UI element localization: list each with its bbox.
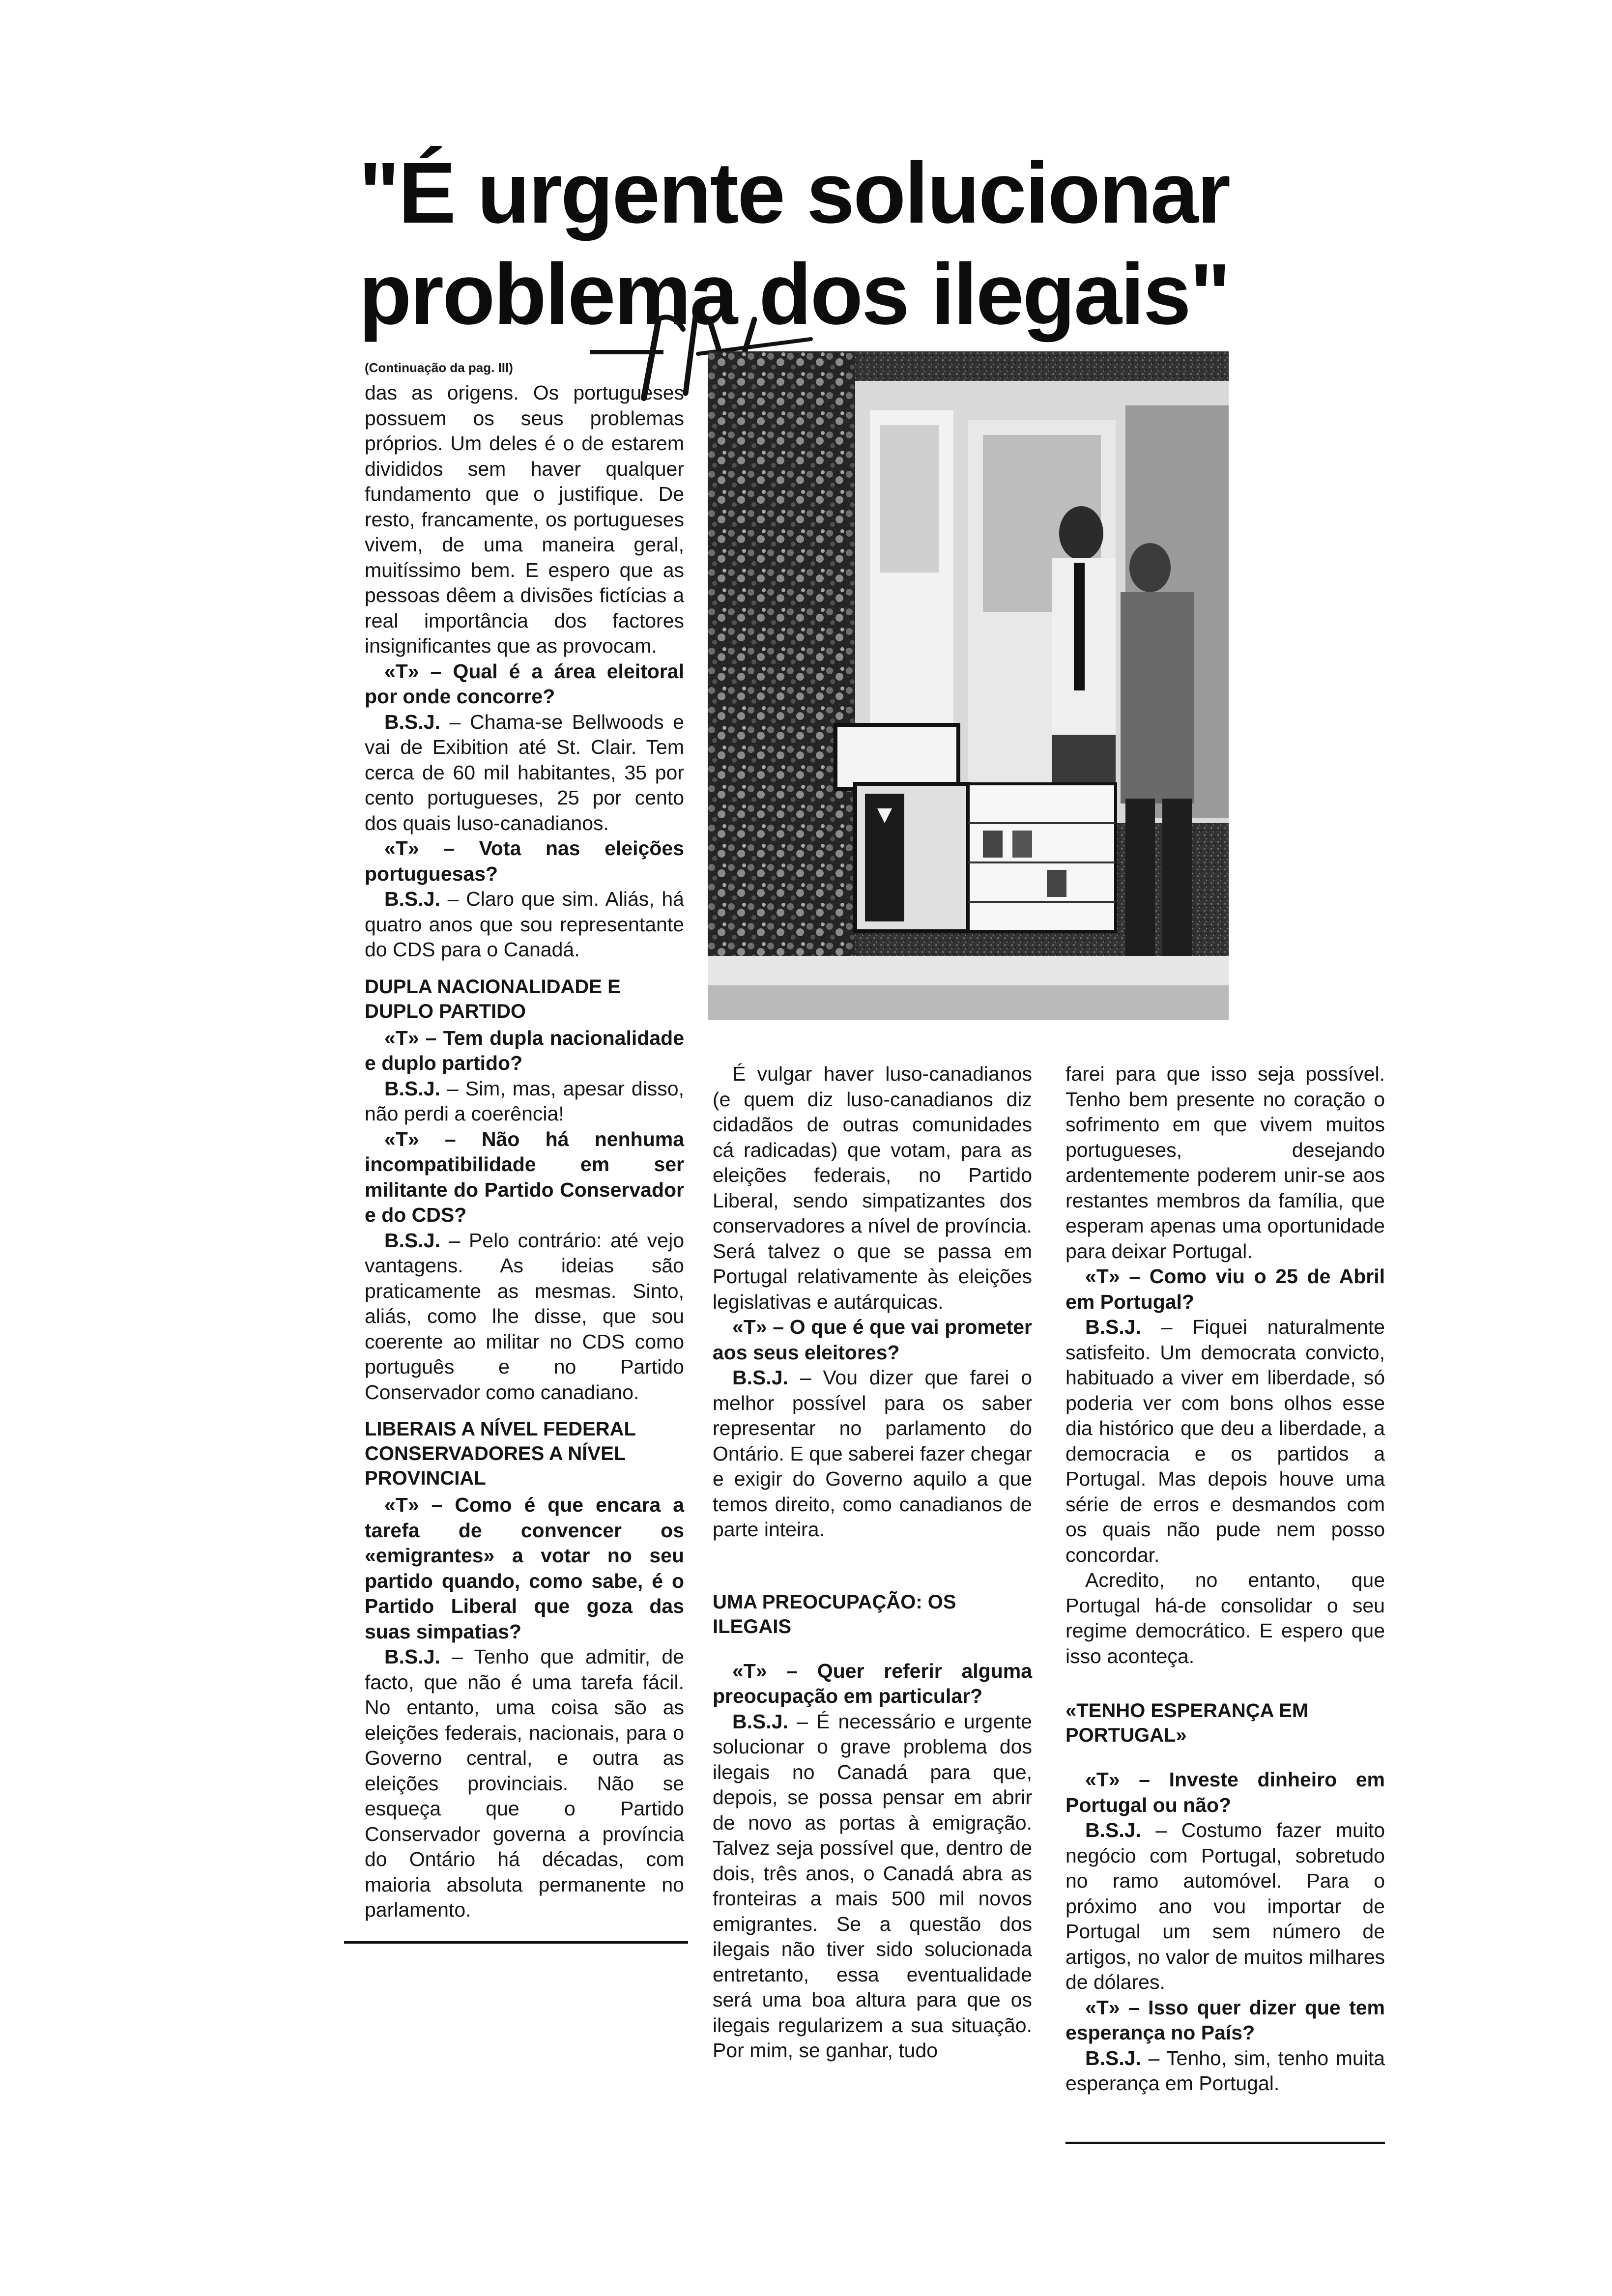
interview-answer: [365, 1228, 684, 1406]
speaker-initials: B.S.J.: [1085, 1316, 1141, 1338]
column-end-rule: [1065, 2142, 1385, 2144]
interview-question: «T» – Tem dupla nacionalidade e duplo partido?: [365, 1026, 684, 1074]
speaker-initials: B.S.J.: [384, 888, 440, 910]
answer-text: – Claro que sim. Aliás, há quatro anos que sou representante do CDS para o Canadá.: [365, 888, 684, 961]
section-heading: «TENHO ESPERANÇA EM PORTUGAL»: [1065, 1700, 1309, 1746]
interview-question: «T» – Como viu o 25 de Abril em Portugal?: [1065, 1265, 1385, 1313]
interview-question: «T» – Como é que encara a tarefa de convencer os «emigrantes» a votar no seu partido quando, como sabe, é o Partido Liberal que goza das suas simpatias?: [365, 1493, 684, 1643]
interview-answer: [713, 1709, 1032, 2064]
continuation-note: (Continuação da pag. III): [365, 360, 513, 375]
article-column-2: [713, 1062, 1032, 2064]
interview-question: «T» – Qual é a área eleitoral por onde concorre?: [365, 660, 684, 708]
answer-text: – É necessário e urgente solucionar o grave problema dos ilegais no Canadá para que, depois, se possa pensar em abrir de novo as portas à emigração. Talvez seja possível que, dentro de dois, três anos, o Canadá abra as fronteiras a mais 500 mil novos emigrantes. Se a questão dos ilegais não tiver sido solucionada entretanto, essa eventualidade será uma boa altura para que os ilegais regularizem a sua situação. Por mim, se ganhar, tudo: [713, 1710, 1032, 2062]
photo-scene: [708, 351, 1229, 1020]
interview-answer: [365, 710, 684, 836]
speaker-initials: B.S.J.: [1085, 2046, 1141, 2069]
speaker-initials: B.S.J.: [384, 1645, 440, 1668]
interview-question: «T» – Não há nenhuma incompatibilidade em ser militante do Partido Conservador e do CDS?: [365, 1127, 684, 1226]
article-column-3: [1065, 1062, 1385, 2096]
speaker-initials: B.S.J.: [384, 710, 440, 733]
headline-line-1: "É urgente solucionar: [359, 145, 1229, 241]
answer-text: – Costumo fazer muito negócio com Portugal, sobretudo no ramo automóvel. Para o próximo ano vou importar de Portugal um sem número de artigos, no valor de muitos milhares de dólares.: [1065, 1819, 1385, 1993]
section-heading: DUPLA NACIONALIDADE E DUPLO PARTIDO: [365, 976, 621, 1022]
spacer: [1065, 1750, 1385, 1767]
photograph: [708, 351, 1229, 1020]
spacer: [1065, 1669, 1385, 1687]
speaker-initials: B.S.J.: [1085, 1819, 1141, 1841]
answer-text: – Chama-se Bellwoods e vai de Exibition até St. Clair. Tem cerca de 60 mil habitantes, 35 por cento portugueses, 25 por cento dos quais luso-canadianos.: [365, 710, 684, 834]
interview-answer: [365, 887, 684, 963]
speaker-initials: B.S.J.: [732, 1366, 788, 1389]
spacer: [713, 1543, 1032, 1578]
speaker-initials: B.S.J.: [384, 1229, 440, 1252]
speaker-initials: B.S.J.: [384, 1077, 440, 1100]
headline: [359, 143, 1342, 345]
paragraph: farei para que isso seja possível. Tenho bem presente no coração o sofrimento em que vivem muitos portugueses, desejando ardentemente poderem unir-se aos restantes membros da família, que esperam apenas uma oportunidade para deixar Portugal.: [1065, 1062, 1385, 1263]
interview-question: «T» – Investe dinheiro em Portugal ou não?: [1065, 1768, 1385, 1816]
section-heading: UMA PREOCUPAÇÃO: OS ILEGAIS: [713, 1591, 956, 1637]
interview-answer: [1065, 1818, 1385, 1995]
column-end-rule: [344, 1941, 688, 1944]
paragraph: Acredito, no entanto, que Portugal há-de consolidar o seu regime democrático. E espero que isso aconteça.: [1065, 1569, 1385, 1667]
spacer: [713, 1641, 1032, 1659]
interview-question: «T» – Isso quer dizer que tem esperança no País?: [1065, 1996, 1385, 2044]
answer-text: – Tenho que admitir, de facto, que não é uma tarefa fácil. No entanto, uma coisa são as eleições federais, nacionais, para o Governo central, e outra as eleições provinciais. Não se esqueça que o Partido Conservador governa a província do Ontário há décadas, com maioria absoluta permanente no parlamento.: [365, 1645, 684, 1921]
interview-answer: [365, 1076, 684, 1127]
answer-text: – Sim, mas, apesar disso, não perdi a coerência!: [365, 1077, 684, 1125]
section-heading: LIBERAIS A NÍVEL FEDERAL CONSERVADORES A NÍVEL PROVINCIAL: [365, 1418, 636, 1489]
interview-question: «T» – Quer referir alguma preocupação em particular?: [713, 1659, 1032, 1707]
answer-text: – Vou dizer que farei o melhor possível para os saber representar no parlamento do Ontário. E que saberei fazer chegar e exigir do Governo aquilo a que temos direito, como canadianos de parte inteira.: [713, 1366, 1032, 1541]
interview-answer: [365, 1644, 684, 1923]
interview-answer: [1065, 1315, 1385, 1568]
paragraph: É vulgar haver luso-canadianos (e quem diz luso-canadianos diz cidadãos de outras comunidades cá radicadas) que votam, para as eleições federais, no Partido Liberal, sendo simpatizantes dos conservadores a nível de província. Será talvez o que se passa em Portugal relativamente às eleições legislativas e autárquicas.: [713, 1062, 1032, 1313]
interview-question: «T» – Vota nas eleições portuguesas?: [365, 837, 684, 885]
interview-answer: [1065, 2046, 1385, 2096]
article-column-1: [365, 358, 684, 1923]
paragraph: das as origens. Os portugueses possuem os seus problemas próprios. Um deles é o de estarem divididos sem haver qualquer fundamento que o justifique. De resto, francamente, os portugueses vivem, de uma maneira geral, muitíssimo bem. E espero que as pessoas dêem a divisões fictícias a real importância dos factores insignificantes que as provocam.: [365, 381, 684, 657]
headline-line-2: problema dos ilegais": [359, 246, 1230, 343]
answer-text: – Pelo contrário: até vejo vantagens. As ideias são praticamente as mesmas. Sinto, aliás, como lhe disse, que sou coerente ao militar no CDS como português e no Partido Conservador como canadiano.: [365, 1229, 684, 1404]
speaker-initials: B.S.J.: [732, 1710, 788, 1733]
interview-question: «T» – O que é que vai prometer aos seus eleitores?: [713, 1316, 1032, 1364]
answer-text: – Tenho, sim, tenho muita esperança em Portugal.: [1065, 2046, 1385, 2095]
answer-text: – Fiquei naturalmente satisfeito. Um democrata convicto, habituado a viver em liberdade, só poderia ver com bons olhos esse dia histórico que deu a liberdade, a democracia e os partidos a Portugal. Mas depois houve uma série de erros e desmandos com os quais não pude nem posso concordar.: [1065, 1316, 1385, 1566]
interview-answer: [713, 1365, 1032, 1543]
